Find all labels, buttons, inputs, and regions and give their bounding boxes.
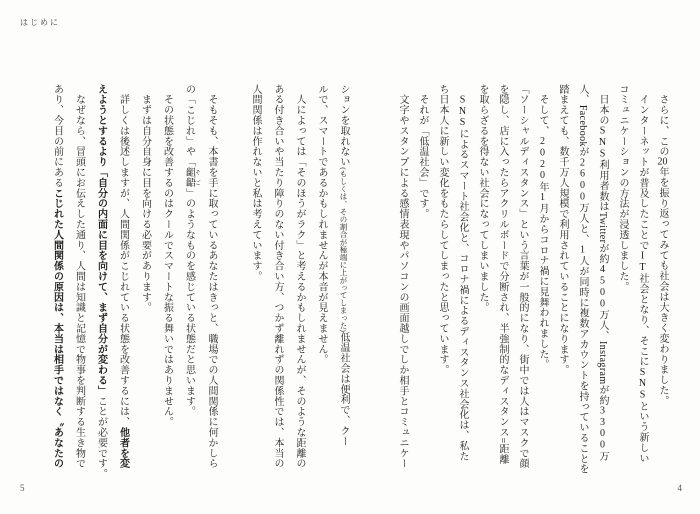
text-segment: 日本の [597,84,608,126]
text-segment: そして、 [537,84,548,136]
text-line [266,84,288,482]
text-segment: 低温社会は便利で、クー [338,332,349,447]
text-line [112,84,134,482]
text-line [222,84,244,482]
text-segment [457,84,468,94]
text-segment: 詳しくは後述しますが、人間関係がこじれている状態を改善するには、 [117,84,129,428]
text-segment: 文字やスタンプによる感情表現やパソコンの画面越しでしか相手とコミュニケー [397,84,408,469]
text-segment: が約 [597,243,608,265]
text-segment: という新しい [637,401,648,464]
page-number-right: 4 [677,483,682,493]
text-segment: 他者を変 [117,427,129,469]
text-segment: 利用者数は [597,159,608,212]
text-segment: IT [637,250,648,274]
text-segment: の「こじれ」や「 [183,84,195,168]
text-segment: 万 [597,451,608,462]
text-segment: 年 [537,181,548,193]
text-line [310,84,332,482]
text-segment: ションを取れない [338,84,349,168]
left-page-text [46,84,355,482]
text-segment: 」のようなものを感じている状態だと思います。 [183,188,195,417]
text-line [652,84,672,482]
text-segment: その状態を改善するのはクールでスマートな振る舞いではありません。 [161,84,173,428]
text-line [632,84,652,482]
text-segment: ルで、スマートであるかもしれませんが本音が見えません。 [316,84,327,365]
text-segment: 2020 [537,136,548,182]
text-segment: まずは自分自身に目を向ける必要があります。 [139,84,151,313]
text-segment: 人間関係は作れないと私は考えています。 [250,84,261,282]
text-segment: 年を振り返ってみても社会は大きく変わりました。 [657,166,668,407]
text-segment: Twitter [597,211,608,244]
running-header: はじめに [20,18,60,27]
text-segment: が約 [597,384,608,406]
text-segment: 万人と、 [577,202,588,245]
text-segment: SNS [597,125,608,160]
text-segment: それが「低温社会」です。 [417,84,428,220]
text-segment: 「ソーシャルディスタンス」という言葉が一般的になり、街中では人はマスクで顔 [517,84,528,469]
text-segment: 社会となり、そこに [637,273,648,367]
text-line [200,84,222,482]
text-segment: 踏まえても、数千万人規模で利用されていることになります。 [557,84,568,376]
text-line [46,84,68,482]
text-segment: ある付き合いや当たり障りのない付き合い方、つかず離れずの関係性では、本当の [272,84,283,469]
text-segment: 2600 [577,157,588,203]
text-segment: インターネットが普及したことで [637,84,648,251]
text-segment: SNS [457,94,468,129]
text-line [244,84,266,482]
text-segment: SNS [637,366,648,402]
text-segment: が [577,146,588,158]
text-line [512,84,532,482]
text-line [612,84,632,482]
text-line [572,84,592,482]
ruby-annotated-word: 齟齬 そご [183,167,200,189]
text-line [134,84,156,482]
text-line [432,84,452,482]
text-segment: Facebook [577,104,588,147]
text-segment: 3300 [597,405,608,451]
text-segment: そもそも、本書を手に取っているあなたはきっと、職場での人間関係に何かしら [206,84,217,469]
text-segment: コミュニケーションの方法が浸透しました。 [617,84,628,292]
text-line [532,84,552,482]
text-segment: あり、今目の前にある [51,84,63,188]
text-segment: によるスマート社会化と、コロナ禍によるディスタンス社会化は、私た [457,128,468,462]
text-segment: ち日本人に新しい変化をもたらしてしまったと思っています。 [437,84,448,376]
text-segment: なぜなら、冒頭にお伝えした通り、人間は知識と記憶で物事を判断する生き物で [73,84,85,469]
text-segment: 20 [657,156,668,167]
text-line [492,84,512,482]
text-line [90,84,112,482]
text-segment: (もしくは、その割合が極端に上がってしまった) [339,167,348,332]
text-line [156,84,178,482]
right-page-text [392,84,672,482]
text-line [592,84,612,482]
text-segment: さらに、この [657,84,668,157]
text-segment: を取らざるを得ない社会になってしまいました。 [477,84,488,313]
text-segment: ことが必要です。 [95,396,107,480]
text-segment: 4500 [597,264,608,310]
text-line [552,84,572,482]
text-segment: 月からコロナ禍に見舞われました。 [537,203,548,370]
text-segment: を隠し、店に入ったらアクリルボードで分断され、半強制的なディスタンス=距離 [497,84,508,465]
text-line [392,84,412,482]
page-number-left: 5 [20,483,25,493]
text-segment: 1 [537,192,548,204]
text-segment: 人によっては「そのほうがラク」と考えるかもしれませんが、そのような距離の [294,84,305,469]
text-segment [228,84,239,94]
text-segment: 1 [577,244,588,256]
text-line [412,84,432,482]
text-line [332,84,354,482]
text-line [178,84,201,482]
text-segment: Instagram [597,340,608,385]
text-line [68,84,90,482]
text-segment: 万人、 [597,309,608,341]
text-line [452,84,472,482]
text-line [288,84,310,482]
text-segment: 人が同時に複数アカウントを持っていることを [577,255,588,475]
text-segment: 人、 [577,84,588,105]
text-segment: こじれた人間関係の原因は、本当は相手ではなく〝あなたの [51,188,63,469]
text-line [472,84,492,482]
text-segment: えようとするより「自分の内面に目を向けて、まず自分が変わる」 [95,84,107,396]
